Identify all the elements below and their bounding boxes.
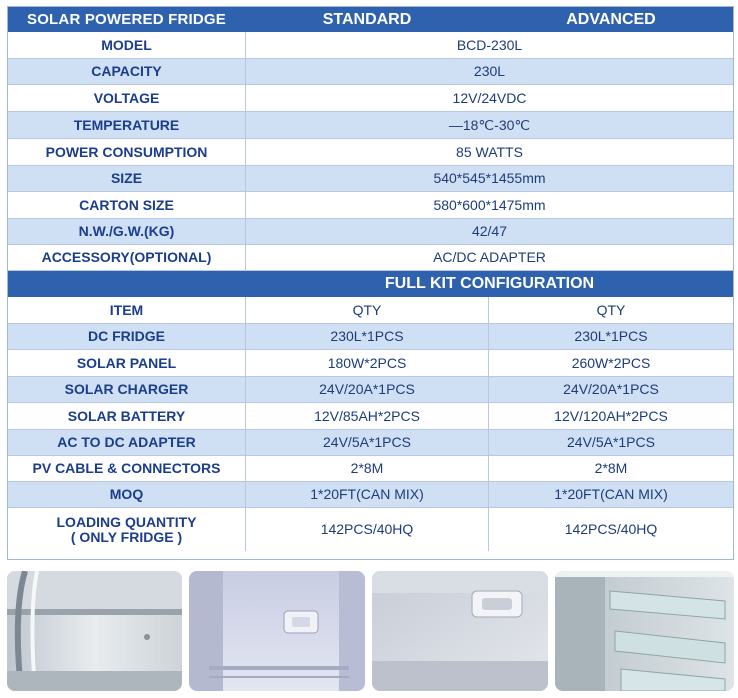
- kit-advanced: 24V/5A*1PCS: [489, 430, 733, 456]
- kit-label: SOLAR PANEL: [8, 350, 246, 377]
- table-row: [8, 508, 733, 551]
- table-row: [8, 377, 733, 403]
- spec-table: [7, 6, 734, 560]
- fridge-thermostat-photo: [372, 571, 548, 691]
- spec-value: BCD-230L: [246, 32, 733, 59]
- kit-advanced: 142PCS/40HQ: [489, 508, 733, 551]
- spec-label: ACCESSORY(OPTIONAL): [8, 245, 246, 271]
- kit-standard: QTY: [246, 297, 489, 324]
- table-header: [8, 7, 733, 32]
- table-row: [8, 245, 733, 271]
- table-row: [8, 192, 733, 219]
- kit-header: [8, 271, 733, 297]
- fridge-exterior-image: [7, 571, 182, 691]
- fridge-exterior-photo: [7, 571, 182, 691]
- fridge-door-shelves-photo: [555, 571, 734, 691]
- header-standard: STANDARD: [246, 7, 489, 32]
- kit-advanced: 1*20FT(CAN MIX): [489, 482, 733, 508]
- spec-value: 230L: [246, 59, 733, 85]
- table-row: [8, 482, 733, 508]
- spec-label: SIZE: [8, 166, 246, 192]
- table-row: [8, 219, 733, 245]
- kit-label: SOLAR CHARGER: [8, 377, 246, 403]
- spec-value: 42/47: [246, 219, 733, 245]
- kit-standard: 12V/85AH*2PCS: [246, 403, 489, 430]
- kit-standard: 24V/20A*1PCS: [246, 377, 489, 403]
- table-row: [8, 456, 733, 482]
- kit-standard: 1*20FT(CAN MIX): [246, 482, 489, 508]
- kit-advanced: QTY: [489, 297, 733, 324]
- kit-standard: 180W*2PCS: [246, 350, 489, 377]
- fridge-door-shelves-image: [555, 571, 734, 691]
- kit-title: FULL KIT CONFIGURATION: [246, 271, 733, 297]
- spec-label: POWER CONSUMPTION: [8, 139, 246, 166]
- spec-value: 580*600*1475mm: [246, 192, 733, 219]
- kit-label: AC TO DC ADAPTER: [8, 430, 246, 456]
- fridge-thermostat-image: [372, 571, 548, 691]
- table-row: [8, 350, 733, 377]
- table-row: [8, 403, 733, 430]
- table-row: [8, 324, 733, 350]
- kit-standard: 230L*1PCS: [246, 324, 489, 350]
- spec-value: 12V/24VDC: [246, 85, 733, 112]
- table-row: [8, 32, 733, 59]
- kit-label: ITEM: [8, 297, 246, 324]
- kit-standard: 24V/5A*1PCS: [246, 430, 489, 456]
- spec-label: VOLTAGE: [8, 85, 246, 112]
- loading-label-line1: LOADING QUANTITY: [56, 513, 197, 530]
- kit-label: PV CABLE & CONNECTORS: [8, 456, 246, 482]
- table-row: [8, 166, 733, 192]
- kit-label: MOQ: [8, 482, 246, 508]
- spec-label: N.W./G.W.(KG): [8, 219, 246, 245]
- table-row: [8, 297, 733, 324]
- kit-standard: 142PCS/40HQ: [246, 508, 489, 551]
- header-product: SOLAR POWERED FRIDGE: [8, 7, 246, 32]
- kit-label: SOLAR BATTERY: [8, 403, 246, 430]
- kit-advanced: 260W*2PCS: [489, 350, 733, 377]
- spec-label: TEMPERATURE: [8, 112, 246, 139]
- spec-value: AC/DC ADAPTER: [246, 245, 733, 271]
- kit-standard: 2*8M: [246, 456, 489, 482]
- header-advanced: ADVANCED: [489, 7, 733, 32]
- spec-value: 540*545*1455mm: [246, 166, 733, 192]
- kit-advanced: 230L*1PCS: [489, 324, 733, 350]
- spec-label: CARTON SIZE: [8, 192, 246, 219]
- fridge-interior-light-image: [189, 571, 365, 691]
- spec-value: 85 WATTS: [246, 139, 733, 166]
- kit-advanced: 2*8M: [489, 456, 733, 482]
- spec-value: —18℃-30℃: [246, 112, 733, 139]
- fridge-interior-light-photo: [189, 571, 365, 691]
- photo-strip: [7, 571, 734, 691]
- table-row: [8, 139, 733, 166]
- table-row: [8, 59, 733, 85]
- table-row: [8, 430, 733, 456]
- kit-label: DC FRIDGE: [8, 324, 246, 350]
- kit-header-spacer: [8, 271, 246, 297]
- table-row: [8, 85, 733, 112]
- kit-advanced: 12V/120AH*2PCS: [489, 403, 733, 430]
- spec-label: CAPACITY: [8, 59, 246, 85]
- kit-label-loading: [8, 508, 246, 551]
- spec-label: MODEL: [8, 32, 246, 59]
- table-row: [8, 112, 733, 139]
- loading-label-line2: ( ONLY FRIDGE ): [70, 528, 183, 545]
- kit-advanced: 24V/20A*1PCS: [489, 377, 733, 403]
